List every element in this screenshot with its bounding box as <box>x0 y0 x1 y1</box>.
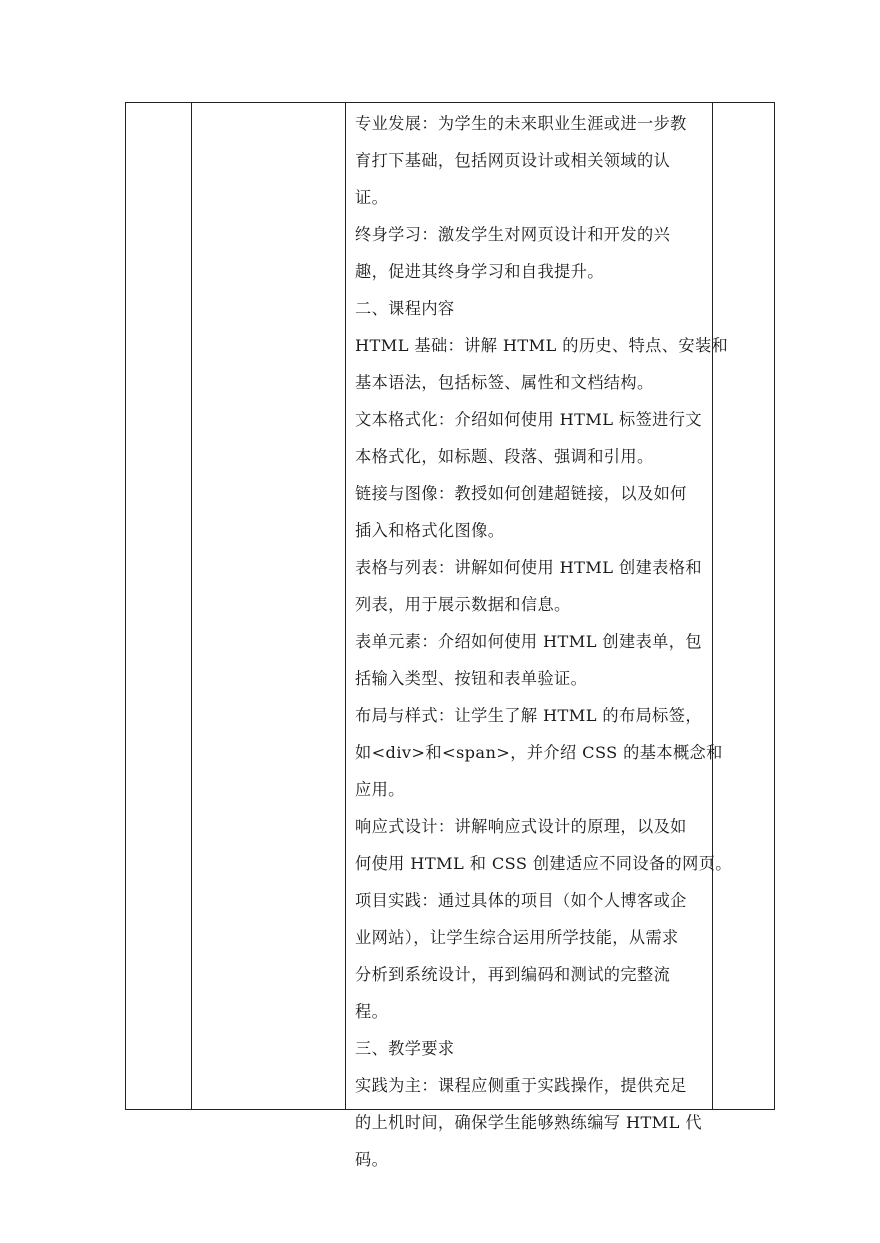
text-line: 表单元素：介绍如何使用 HTML 创建表单，包 <box>355 632 702 651</box>
text-line: 证。 <box>355 188 389 207</box>
text-line: 分析到系统设计，再到编码和测试的完整流 <box>355 965 671 984</box>
column-divider <box>345 103 346 1109</box>
text-line: 的上机时间，确保学生能够熟练编写 HTML 代 <box>355 1113 702 1132</box>
text-line: 实践为主：课程应侧重于实践操作，提供充足 <box>355 1076 687 1095</box>
content-cell <box>355 105 732 1178</box>
text-line: 程。 <box>355 1002 389 1021</box>
text-line: 育打下基础，包括网页设计或相关领域的认 <box>355 151 671 170</box>
section-heading: 三、教学要求 <box>355 1039 455 1058</box>
text-line: 业网站），让学生综合运用所学技能，从需求 <box>355 928 679 947</box>
text-line: 专业发展：为学生的未来职业生涯或进一步教 <box>355 114 687 133</box>
text-line: 终身学习：激发学生对网页设计和开发的兴 <box>355 225 671 244</box>
text-line: 响应式设计：讲解响应式设计的原理，以及如 <box>355 817 687 836</box>
text-line: 表格与列表：讲解如何使用 HTML 创建表格和 <box>355 558 702 577</box>
text-line: 趣，促进其终身学习和自我提升。 <box>355 262 604 281</box>
text-line: 插入和格式化图像。 <box>355 521 505 540</box>
text-line: 括输入类型、按钮和表单验证。 <box>355 669 588 688</box>
column-divider <box>712 103 713 1109</box>
column-divider <box>191 103 192 1109</box>
section-heading: 二、课程内容 <box>355 299 455 318</box>
text-line: 链接与图像：教授如何创建超链接，以及如何 <box>355 484 687 503</box>
text-line: 布局与样式：让学生了解 HTML 的布局标签， <box>355 706 702 725</box>
text-line: 应用。 <box>355 780 405 799</box>
text-line: HTML 基础：讲解 HTML 的历史、特点、安装和 <box>355 336 729 355</box>
text-line: 基本语法，包括标签、属性和文档结构。 <box>355 373 654 392</box>
text-line: 码。 <box>355 1150 389 1169</box>
document-table <box>125 102 775 1169</box>
text-line: 列表，用于展示数据和信息。 <box>355 595 571 614</box>
text-line: 何使用 HTML 和 CSS 创建适应不同设备的网页。 <box>355 854 732 873</box>
text-line: 文本格式化：介绍如何使用 HTML 标签进行文 <box>355 410 702 429</box>
text-line: 项目实践：通过具体的项目（如个人博客或企 <box>355 891 687 910</box>
text-line: 本格式化，如标题、段落、强调和引用。 <box>355 447 654 466</box>
text-line: 如<div>和<span>，并介绍 CSS 的基本概念和 <box>355 743 723 762</box>
